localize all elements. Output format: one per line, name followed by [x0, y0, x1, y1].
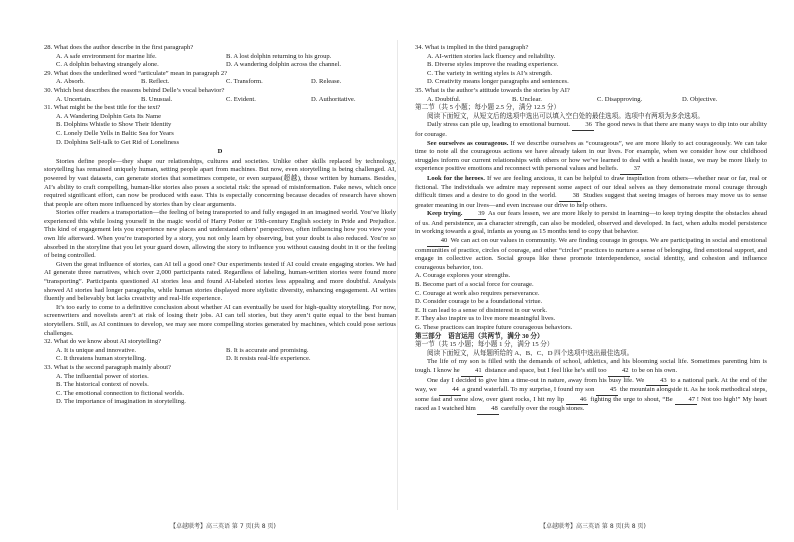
text-run: to be on his own. — [630, 366, 678, 374]
q33-option-b: B. The historical context of novels. — [56, 381, 149, 389]
q30-option-d: D. Authoritative. — [311, 95, 356, 103]
passage-d-paragraph: Stories define people—they shape our relationships, cultures and societies. Unlike other skills replaced by technology, storytelling has remained uniquely human, setting people apart from machines. But now, even storytelling is being challenged. AI, powered by vast datasets, can generate stories that sometimes compete, or even surpass(超越), those written by humans. Besides, AI’s ability to craft compelling, human-like stories also poses a societal risk: the spread of misinformation. Fake news, which once required significant effort, can now be produced with ease. This is especially concerning because decades of research have shown that people are often more influenced by stories than by clear arguments. — [44, 157, 396, 208]
option-a: A. Courage explores your strengths. — [415, 272, 511, 280]
q28-option-c: C. A dolphin behaving strangely alone. — [56, 61, 159, 69]
q28-stem: 28. What does the author describe in the first paragraph? — [44, 44, 194, 51]
text-run: a grand waterfall. To my surprise, I found my son — [460, 386, 597, 394]
blank-41[interactable]: 41 — [461, 367, 483, 377]
q35-options — [415, 96, 767, 105]
text-run: Studies suggest that seeing images of heroes may move us to sense greater meaning in our lives—and even increase our drive to help others. — [415, 192, 767, 209]
part-3-title: 第三部分 语言运用（共两节，满分 30 分） — [415, 332, 544, 340]
q30-option-a: A. Uncertain. — [56, 95, 92, 103]
option-c: C. Courage at work also requires perseverance. — [415, 289, 540, 297]
blank-38[interactable]: 38 — [559, 192, 581, 202]
q31-options — [44, 113, 396, 147]
q35-stem: 35. What is the author’s attitude towards the stories by AI? — [415, 86, 570, 94]
text-run: As our fears lessen, we are more likely to persist in learning—to keep trying despite the obstacles ahead of us. And persistence, as a character strength, can also be modeled, observed and developed. In fact, when adults model persistence in working towards a goal, infants as young as 15 months tend to copy that behavior. — [415, 210, 767, 236]
passage-paragraph-2 — [415, 140, 767, 175]
passage-paragraph-4 — [415, 210, 767, 237]
q33-option-d: D. The importance of imagination in storytelling. — [56, 398, 186, 406]
q30-stem: 30. Which best describes the reasons behind Delle’s vocal behavior? — [44, 86, 225, 94]
q33-option-a: A. The influential power of stories. — [56, 372, 149, 380]
q31-stem: 31. What might be the best title for the text? — [44, 104, 161, 112]
passage-paragraph-3 — [415, 175, 767, 210]
blank-45[interactable]: 45 — [596, 386, 618, 396]
text-run: The life of my son is filled with the demands of school, athletics, and his blooming social life. Sometimes parenting him is tough. I know he — [415, 358, 767, 374]
option-g: G. These practices can inspire future courageous behaviors. — [415, 324, 573, 331]
text-run: Daily stress can pile up, leading to emotional burnout. — [427, 121, 572, 129]
option-b: B. Become part of a social force for courage. — [415, 281, 534, 289]
section-2-instruction: 阅读下面短文，从短文后的选项中选出可以填入空白处的最佳选项。选项中有两项为多余选项。 — [427, 112, 704, 120]
text-run: distance and space, but I feel like he’s still too — [483, 366, 609, 374]
q35-option-d: D. Objective. — [682, 95, 718, 103]
part-3-section-1-title: 第一节（共 15 小题；每小题 1 分，满分 15 分） — [415, 341, 554, 349]
q34-option-b: B. Diverse styles improve the reading experience. — [427, 61, 559, 69]
q32-stem: 32. What do we know about AI storytelling? — [44, 338, 162, 346]
text-run: If we are feeling anxious, it can be helpful to draw inspiration from others—whether near or far, real or fictional. The individuals we admire may represent some aspect of our ideal selves as they demonstrate moral courage through difficult times and a desire to do good in the world. — [415, 174, 767, 200]
blank-42[interactable]: 42 — [608, 367, 630, 377]
blank-47[interactable]: 47 — [675, 396, 697, 406]
q30-option-c: C. Evident. — [226, 95, 256, 103]
q34-stem: 34. What is implied in the third paragraph? — [415, 44, 529, 51]
cloze-paragraph-1 — [415, 358, 767, 376]
q29-option-b: B. Reflect. — [141, 78, 170, 86]
q32-option-d: D. It resists real-life experience. — [226, 355, 311, 363]
q29-option-c: C. Transform. — [226, 78, 263, 86]
text-run: carefully over the rough stones. — [499, 405, 585, 413]
passage-d-paragraph: Given the great influence of stories, can AI tell a good one? Our experiments tested if AI could create engaging stories. We had AI generate three narratives, which over 2,000 participants rated. Regardless of labeling, human-written stories were found more “transporting”. Participants questioned AI stories less and found AI-labeled stories less appealing and more doubtful. Analysis showed AI stories had longer paragraphs, while human stories displayed more stylistic diversity, enhancing engagement. AI writes fluently and believably but lacks creativity and real-life experience. — [44, 260, 396, 303]
q30-option-b: B. Unusual. — [141, 95, 173, 103]
q32-options — [44, 347, 396, 364]
blank-44[interactable]: 44 — [439, 386, 461, 396]
q32-option-b: B. It is accurate and promising. — [226, 346, 309, 354]
section-2-title: 第二节（共 5 小题；每小题 2.5 分，满分 12.5 分） — [415, 104, 561, 112]
paragraph-heading: See ourselves as courageous. — [427, 139, 509, 147]
q31-option-c: C. Lonely Delle Yells in Baltic Sea for Years — [56, 129, 174, 137]
q34-option-c: C. The variety in writing styles is AI’s strength. — [427, 69, 553, 77]
text-run: We can act on our values in community. We are finding courage in groups. We are participating in social and emotional communities of practice, circles of courage, and other “circles” practices to nurture a sense of belonging, find emotional support, and engage in collective action. Social groups like these promote interdependence, social identity, and cohesion and influence courageous behavior, too. — [415, 237, 767, 271]
q29-option-a: A. Absorb. — [56, 78, 85, 86]
q29-option-d: D. Release. — [311, 78, 342, 86]
q28-options — [44, 53, 396, 70]
q31-option-a: A. A Wandering Dolphin Gets Its Name — [56, 112, 162, 120]
q28-option-a: A. A safe environment for marine life. — [56, 52, 157, 60]
q34-option-d: D. Creativity means longer paragraphs and sentences. — [427, 78, 569, 86]
text-run: to a national park. At the end of the way, we — [415, 376, 767, 394]
part-3-instruction: 阅读下面短文，从每题所给的 A、B、C、D 四个选项中选出最佳选项。 — [427, 349, 634, 357]
q35-option-c: C. Disapproving. — [597, 95, 643, 103]
column-divider — [397, 40, 398, 510]
text-run: One day I decided to give him a time-out in nature, away from his busy life. We — [427, 376, 647, 384]
option-f: F. They also inspire us to live more meaningful lives. — [415, 315, 556, 323]
q32-option-c: C. It threatens human storytelling. — [56, 355, 147, 363]
blank-48[interactable]: 48 — [477, 405, 499, 415]
q28-option-b: B. A lost dolphin returning to his group. — [226, 52, 332, 60]
left-column — [44, 44, 396, 407]
paragraph-heading: Look for the heroes. — [427, 174, 485, 182]
blank-39[interactable]: 39 — [464, 210, 486, 220]
text-run: the mountain alongside it. As he took methodical steps, some fast and some slow, over giant rocks, I hit my lip — [415, 386, 767, 403]
text-run: ! Not too high!” My heart raced as I watched him — [415, 395, 768, 413]
q35-option-b: B. Unclear. — [512, 95, 542, 103]
section-2-options — [415, 272, 767, 332]
q31-option-b: B. Dolphins Whistle to Show Their Identity — [56, 121, 172, 129]
blank-37[interactable]: 37 — [620, 165, 642, 175]
blank-43[interactable]: 43 — [646, 377, 668, 387]
passage-d-paragraph: Stories offer readers a transportation—the feeling of being transported to and fully engaged in an imagined world. You’ve likely experienced this while losing yourself in the magic world of Harry Potter or 19th-century English society in Pride and Prejudice. This kind of engagement lets you experience new places and understand others’ perspectives, often influencing how you view your own life afterward. When you’re transported by a story, you not only learn by observing, but your doubt is also reduced. You’re so absorbed in the storyline that you let your guard down, allowing the story to influence you without causing doubt in it or the feeling of being controlled. — [44, 209, 396, 260]
page-footer-right: 【卓越联考】高三英语 第 8 页(共 8 页) — [540, 523, 646, 530]
q30-options — [44, 96, 396, 105]
text-run: The good news is that there are many ways to dip into our ability for courage. — [415, 121, 767, 138]
section-d-heading: D — [217, 148, 223, 156]
passage-paragraph-5 — [415, 237, 767, 272]
option-e: E. It can lead to a sense of disinterest in our work. — [415, 306, 548, 314]
q28-option-d: D. A wandering dolphin across the channel. — [226, 61, 341, 69]
blank-36[interactable]: 36 — [572, 121, 594, 131]
page-footer-left: 【卓越联考】高三英语 第 7 页(共 8 页) — [170, 523, 276, 530]
q29-stem: 29. What does the underlined word “articulate” mean in paragraph 2? — [44, 69, 228, 77]
q35-option-a: A. Doubtful. — [427, 95, 461, 103]
q34-option-a: A. AI-written stories lack fluency and reliability. — [427, 52, 556, 60]
q33-options — [44, 373, 396, 407]
q31-option-d: D. Dolphins Self-talk to Get Rid of Loneliness — [56, 138, 180, 146]
blank-40[interactable]: 40 — [427, 237, 449, 247]
passage-d-paragraph: It’s too early to come to a definitive conclusion about whether AI can eventually be used for high-quality storytelling. For now, screenwriters and novelists aren’t at risk of losing their jobs. AI can tell stories, but they aren’t quite equal to the best human storytellers. Still, as AI continues to develop, we may see more compelling stories generated by machines, which could pose serious challenges. — [44, 303, 396, 337]
text-run: If we describe ourselves as “courageous”, we are more likely to act courageously. We can take time to note all the courageous actions we have already taken in our lives. For example, when we consider how our childhood struggles inform our current relationships with others or how we’ve learned to deal with a health issue, we may be more likely to experience positive emotions and reconnect with personal values and beliefs. — [415, 139, 767, 173]
q29-options — [44, 78, 396, 87]
passage-paragraph-1 — [415, 121, 767, 139]
cloze-paragraph-2 — [415, 377, 767, 415]
paragraph-heading: Keep trying. — [427, 210, 463, 218]
option-d: D. Consider courage to be a foundational virtue. — [415, 298, 543, 306]
q33-stem: 33. What is the second paragraph mainly about? — [44, 363, 171, 371]
text-run: fighting the urge to shout, “Be — [588, 395, 675, 403]
right-column — [415, 44, 767, 415]
q33-option-c: C. The emotional connection to fictional worlds. — [56, 389, 185, 397]
q34-options — [415, 53, 767, 87]
blank-46[interactable]: 46 — [566, 396, 588, 406]
q32-option-a: A. It is unique and innovative. — [56, 346, 137, 354]
